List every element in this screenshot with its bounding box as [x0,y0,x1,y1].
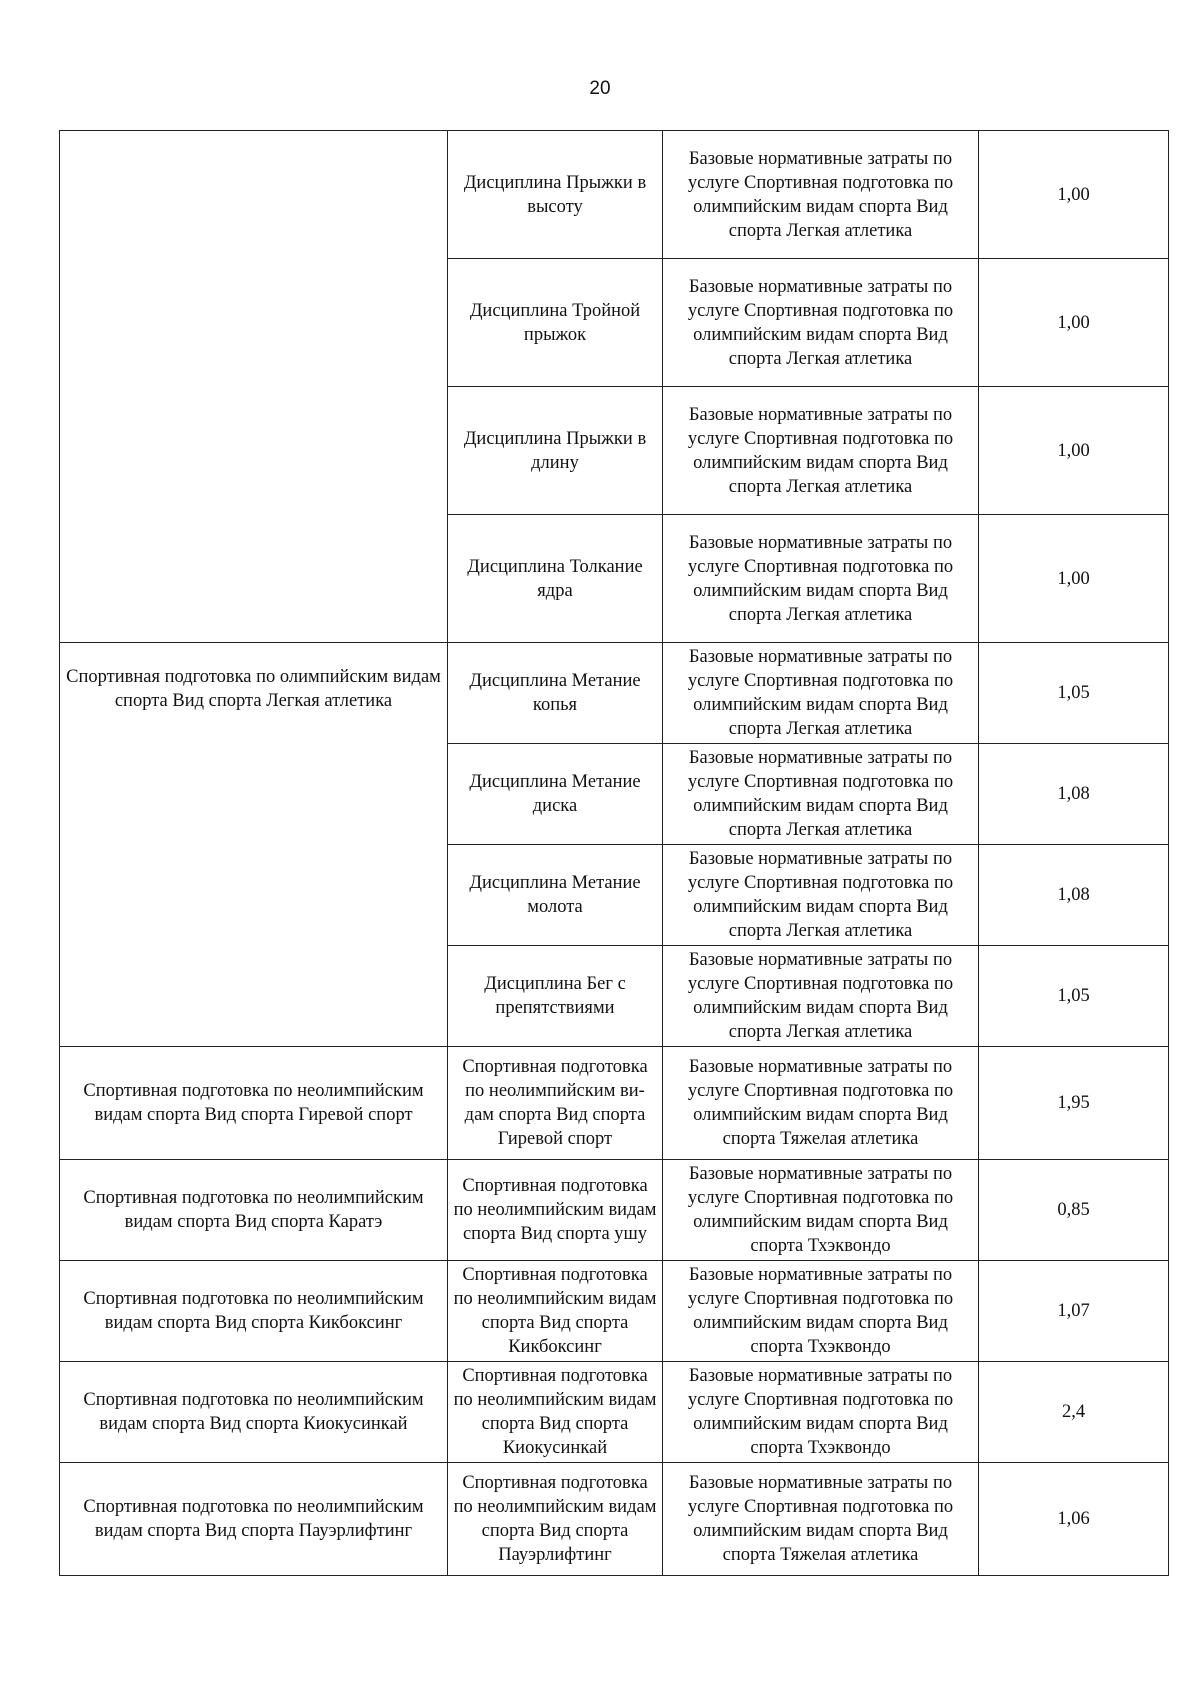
base-cost-cell: Базовые нормативные затраты по услуге Спортивная подготовка по олимпийским видам спорта Вид спорта Тхэквондо [663,1261,979,1362]
table-row [60,643,1169,744]
service-cell: Спортивная подготовка по неолимпийским видам спорта Вид спорта Гиревой спорт [60,1047,448,1160]
table-row [60,1261,1169,1362]
coefficient-cell: 1,06 [979,1463,1169,1576]
discipline-cell: Спортивная подготовка по неолимпийским ви-дам спорта Вид спорта Гиревой спорт [448,1047,663,1160]
base-cost-cell: Базовые нормативные затраты по услуге Спортивная подготовка по олимпийским видам спорта Вид спорта Тхэквондо [663,1160,979,1261]
discipline-cell: Дисциплина Прыжки в длину [448,387,663,515]
coefficient-cell: 1,08 [979,845,1169,946]
coefficient-cell: 1,05 [979,643,1169,744]
normative-costs-table [59,130,1169,1576]
coefficient-cell: 1,08 [979,744,1169,845]
discipline-cell: Дисциплина Бег с препятствиями [448,946,663,1047]
coefficient-cell: 1,00 [979,515,1169,643]
discipline-cell: Дисциплина Метание копья [448,643,663,744]
base-cost-cell: Базовые нормативные затраты по услуге Спортивная подготовка по олимпийским видам спорта Вид спорта Легкая атлетика [663,845,979,946]
table-row [60,131,1169,259]
service-cell: Спортивная подготовка по неолимпийским видам спорта Вид спорта Киокусинкай [60,1362,448,1463]
discipline-cell: Дисциплина Метание диска [448,744,663,845]
base-cost-cell: Базовые нормативные затраты по услуге Спортивная подготовка по олимпийским видам спорта Вид спорта Легкая атлетика [663,387,979,515]
discipline-cell: Спортивная подготовка по неолимпийским видам спорта Вид спорта Кикбоксинг [448,1261,663,1362]
discipline-cell: Дисциплина Прыжки в высоту [448,131,663,259]
base-cost-cell: Базовые нормативные затраты по услуге Спортивная подготовка по олимпийским видам спорта Вид спорта Легкая атлетика [663,946,979,1047]
discipline-cell: Дисциплина Толкание ядра [448,515,663,643]
service-cell: Спортивная подготовка по неолимпийским видам спорта Вид спорта Каратэ [60,1160,448,1261]
coefficient-cell: 1,05 [979,946,1169,1047]
base-cost-cell: Базовые нормативные затраты по услуге Спортивная подготовка по олимпийским видам спорта Вид спорта Тяжелая атлетика [663,1047,979,1160]
base-cost-cell: Базовые нормативные затраты по услуге Спортивная подготовка по олимпийским видам спорта Вид спорта Легкая атлетика [663,131,979,259]
base-cost-cell: Базовые нормативные затраты по услуге Спортивная подготовка по олимпийским видам спорта Вид спорта Легкая атлетика [663,259,979,387]
coefficient-cell: 1,00 [979,259,1169,387]
service-cell: Спортивная подготовка по неолимпийским видам спорта Вид спорта Кикбоксинг [60,1261,448,1362]
base-cost-cell: Базовые нормативные затраты по услуге Спортивная подготовка по олимпийским видам спорта Вид спорта Тяжелая атлетика [663,1463,979,1576]
coefficient-cell: 2,4 [979,1362,1169,1463]
table-row [60,1463,1169,1576]
table-row [60,1160,1169,1261]
discipline-cell: Спортивная подготовка по неолимпийским видам спорта Вид спорта ушу [448,1160,663,1261]
table-row [60,1362,1169,1463]
table-row [60,1047,1169,1160]
base-cost-cell: Базовые нормативные затраты по услуге Спортивная подготовка по олимпийским видам спорта Вид спорта Легкая атлетика [663,744,979,845]
base-cost-cell: Базовые нормативные затраты по услуге Спортивная подготовка по олимпийским видам спорта Вид спорта Легкая атлетика [663,515,979,643]
discipline-cell: Спортивная подготовка по неолимпийским видам спорта Вид спорта Пауэрлифтинг [448,1463,663,1576]
coefficient-cell: 1,07 [979,1261,1169,1362]
service-cell: Спортивная подготовка по неолимпийским видам спорта Вид спорта Пауэрлифтинг [60,1463,448,1576]
coefficient-cell: 1,95 [979,1047,1169,1160]
page-number: 20 [589,78,611,99]
base-cost-cell: Базовые нормативные затраты по услуге Спортивная подготовка по олимпийским видам спорта Вид спорта Тхэквондо [663,1362,979,1463]
coefficient-cell: 0,85 [979,1160,1169,1261]
coefficient-cell: 1,00 [979,387,1169,515]
base-cost-cell: Базовые нормативные затраты по услуге Спортивная подготовка по олимпийским видам спорта Вид спорта Легкая атлетика [663,643,979,744]
service-cell: Спортивная подготовка по олимпийским видам спорта Вид спорта Легкая атлетика [60,643,448,1047]
service-cell [60,131,448,643]
coefficient-cell: 1,00 [979,131,1169,259]
discipline-cell: Дисциплина Метание молота [448,845,663,946]
discipline-cell: Спортивная подготовка по неолимпийским видам спорта Вид спорта Киокусинкай [448,1362,663,1463]
discipline-cell: Дисциплина Тройной прыжок [448,259,663,387]
